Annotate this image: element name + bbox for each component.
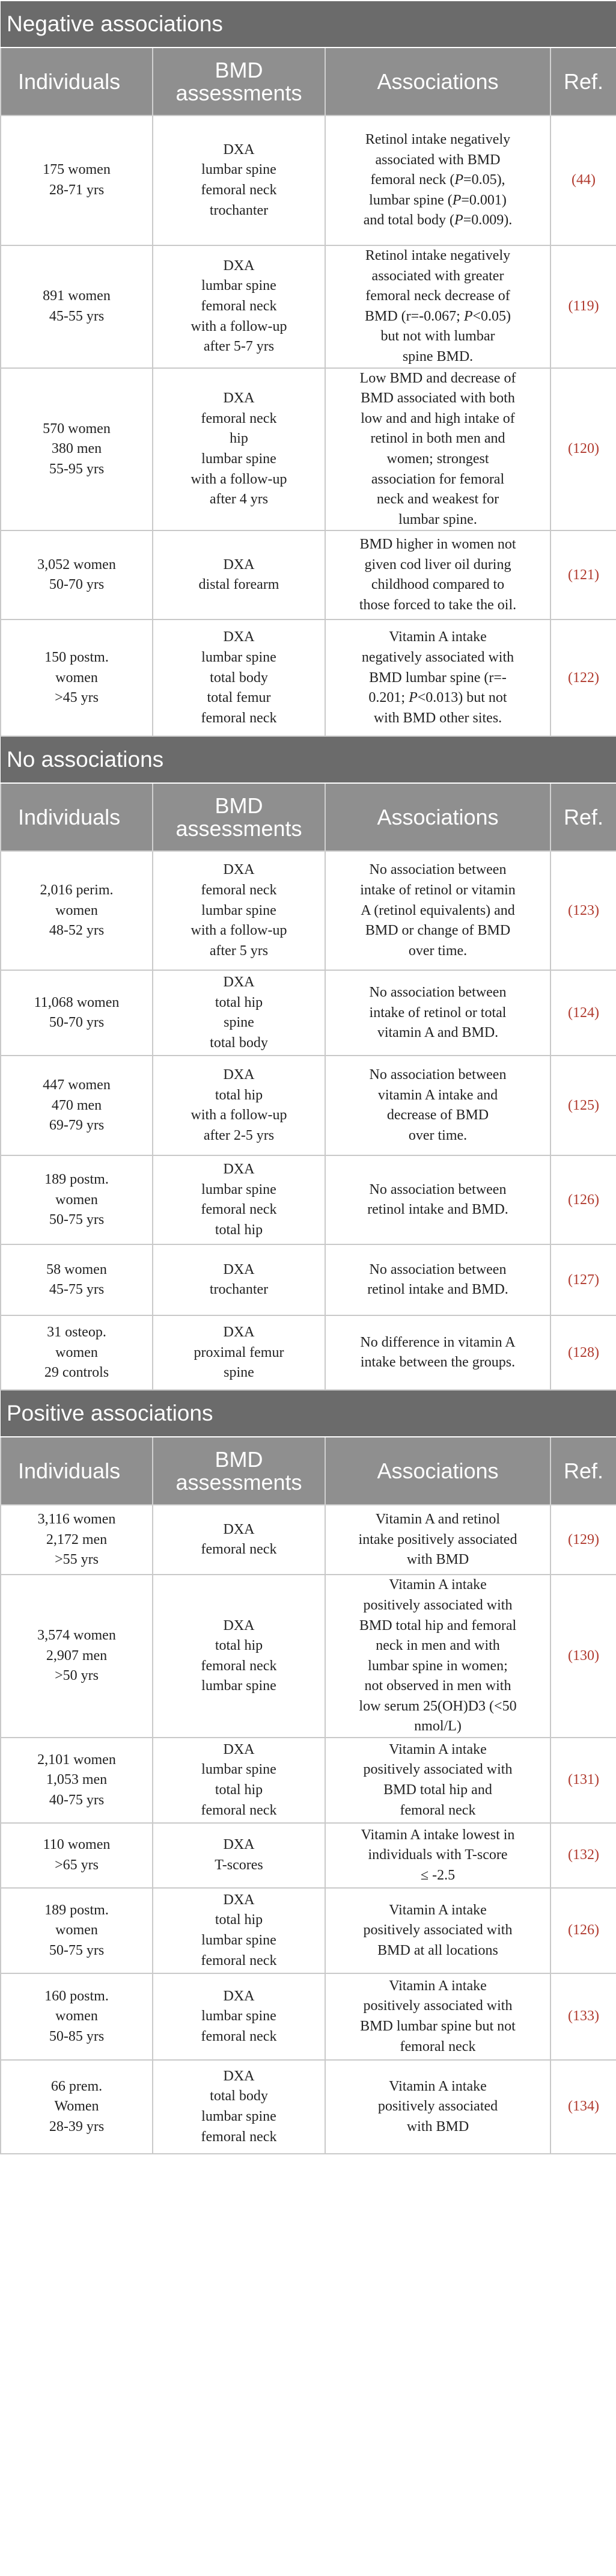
- cell-text: Low BMD and decrease of BMD associated with both low and and high intake of retinol in both men and women; strongest association for femoral neck and weakest for lumbar spine.: [359, 370, 516, 527]
- cell-text: Vitamin A intake positively associated with BMD total hip and femoral neck: [363, 1741, 513, 1818]
- cell-text: 11,068 women 50-70 yrs: [34, 994, 120, 1031]
- individuals-cell: [1, 1823, 153, 1888]
- individuals-cell: [1, 368, 153, 531]
- cell-text: No association between intake of retinol or vitamin A (retinol equivalents) and BMD or change of BMD over time.: [360, 862, 516, 959]
- header-label: Associations: [377, 69, 499, 94]
- cell-text: Vitamin A and retinol intake positively associated with BMD: [358, 1511, 517, 1568]
- individuals-cell: [1, 1888, 153, 1973]
- table-row: [1, 1888, 616, 1973]
- header-individuals: [1, 48, 153, 115]
- reference-link[interactable]: (126): [568, 1191, 600, 1208]
- reference-cell[interactable]: [550, 1315, 616, 1390]
- bmd-assessment-cell: [153, 851, 325, 970]
- cell-text: 110 women >65 yrs: [43, 1837, 111, 1874]
- individuals-cell: [1, 1056, 153, 1155]
- reference-link[interactable]: (127): [568, 1271, 600, 1288]
- cell-text: DXA total hip with a follow-up after 2-5 yrs: [191, 1067, 287, 1143]
- bmd-assessment-cell: [153, 1155, 325, 1244]
- reference-link[interactable]: (126): [568, 1922, 600, 1938]
- reference-link[interactable]: (119): [568, 298, 599, 314]
- reference-cell[interactable]: [550, 1575, 616, 1738]
- individuals-cell: [1, 245, 153, 368]
- cell-text: 189 postm. women 50-75 yrs: [44, 1171, 109, 1228]
- table-row: [1, 2060, 616, 2154]
- associations-cell: [325, 2060, 550, 2154]
- section-row: [1, 1, 616, 48]
- individuals-cell: [1, 530, 153, 619]
- column-header-row: [1, 48, 616, 115]
- cell-text: 160 postm. women 50-85 yrs: [44, 1988, 109, 2044]
- reference-cell[interactable]: [550, 851, 616, 970]
- cell-text: 175 women 28-71 yrs: [43, 162, 111, 198]
- bmd-assessment-cell: [153, 530, 325, 619]
- cell-text: DXA total hip lumbar spine femoral neck: [201, 1892, 277, 1969]
- cell-text: DXA lumbar spine total body total femur femoral neck: [201, 629, 277, 726]
- bmd-assessment-cell: [153, 115, 325, 245]
- header-individuals: [1, 1437, 153, 1505]
- cell-text: DXA lumbar spine femoral neck total hip: [201, 1161, 277, 1238]
- associations-cell: [325, 1738, 550, 1823]
- table-body: [1, 1, 616, 2154]
- section-title: No associations: [1, 736, 616, 783]
- reference-cell[interactable]: [550, 970, 616, 1056]
- header-ref: [550, 48, 616, 115]
- individuals-cell: [1, 851, 153, 970]
- header-bmd-assessments: [153, 1437, 325, 1505]
- cell-text: DXA T-scores: [215, 1837, 263, 1874]
- table-row: [1, 1244, 616, 1315]
- section-title: Negative associations: [1, 1, 616, 48]
- cell-text: Retinol intake negatively associated with greater femoral neck decrease of BMD (r=-0.067; P<0.05) but not with lumbar spine BMD.: [364, 248, 511, 364]
- table-row: [1, 1738, 616, 1823]
- header-associations: [325, 48, 550, 115]
- reference-link[interactable]: (131): [568, 1772, 600, 1788]
- header-bmd-assessments: [153, 783, 325, 851]
- header-label: Ref.: [564, 804, 604, 829]
- associations-cell: [325, 1575, 550, 1738]
- header-label: BMD assessments: [175, 793, 302, 841]
- reference-cell[interactable]: [550, 115, 616, 245]
- reference-link[interactable]: (128): [568, 1344, 600, 1360]
- bmd-assessment-cell: [153, 970, 325, 1056]
- cell-text: Vitamin A intake lowest in individuals with T-score ≤ -2.5: [361, 1827, 515, 1883]
- reference-cell[interactable]: [550, 1505, 616, 1575]
- reference-cell[interactable]: [550, 1155, 616, 1244]
- cell-text: 891 women 45-55 yrs: [43, 288, 111, 324]
- associations-cell: [325, 851, 550, 970]
- table-row: [1, 1155, 616, 1244]
- associations-cell: [325, 1244, 550, 1315]
- associations-cell: [325, 619, 550, 736]
- reference-link[interactable]: (132): [568, 1847, 600, 1863]
- header-ref: [550, 783, 616, 851]
- individuals-cell: [1, 1738, 153, 1823]
- reference-cell[interactable]: [550, 2060, 616, 2154]
- bmd-assessment-cell: [153, 1888, 325, 1973]
- individuals-cell: [1, 619, 153, 736]
- reference-cell[interactable]: [550, 368, 616, 531]
- cell-text: DXA femoral neck: [201, 1521, 277, 1558]
- associations-cell: [325, 1505, 550, 1575]
- bmd-assessment-cell: [153, 1823, 325, 1888]
- section-title: Positive associations: [1, 1390, 616, 1437]
- individuals-cell: [1, 1155, 153, 1244]
- reference-cell[interactable]: [550, 245, 616, 368]
- associations-cell: [325, 115, 550, 245]
- reference-cell[interactable]: [550, 530, 616, 619]
- associations-cell: [325, 1888, 550, 1973]
- cell-text: DXA distal forearm: [198, 556, 279, 593]
- header-ref: [550, 1437, 616, 1505]
- table-row: [1, 1505, 616, 1575]
- cell-text: DXA femoral neck lumbar spine with a follow-up after 5 yrs: [191, 862, 287, 959]
- header-individuals: [1, 783, 153, 851]
- associations-cell: [325, 245, 550, 368]
- cell-text: 189 postm. women 50-75 yrs: [44, 1902, 109, 1958]
- individuals-cell: [1, 1575, 153, 1738]
- reference-cell[interactable]: [550, 1738, 616, 1823]
- cell-text: DXA lumbar spine femoral neck with a follow-up after 5-7 yrs: [191, 257, 287, 355]
- reference-link[interactable]: (120): [568, 441, 600, 457]
- cell-text: 3,574 women 2,907 men >50 yrs: [37, 1628, 116, 1684]
- associations-cell: [325, 1056, 550, 1155]
- table-row: [1, 851, 616, 970]
- table-row: [1, 1315, 616, 1390]
- bmd-assessment-cell: [153, 245, 325, 368]
- cell-text: 2,101 women 1,053 men 40-75 yrs: [37, 1751, 116, 1808]
- cell-text: BMD higher in women not given cod liver oil during childhood compared to those forced to take the oil.: [359, 536, 517, 613]
- cell-text: DXA lumbar spine femoral neck trochanter: [201, 141, 277, 218]
- cell-text: 570 women 380 men 55-95 yrs: [43, 420, 111, 477]
- header-associations: [325, 1437, 550, 1505]
- cell-text: No association between retinol intake and BMD.: [367, 1261, 508, 1298]
- reference-link[interactable]: (121): [568, 567, 600, 583]
- reference-link[interactable]: (124): [568, 1004, 600, 1021]
- cell-text: Retinol intake negatively associated with BMD femoral neck (P=0.05), lumbar spine (P=0.001) and total body (P=0.009).: [363, 132, 513, 229]
- individuals-cell: [1, 1973, 153, 2060]
- header-label: Individuals: [18, 804, 121, 829]
- cell-text: DXA trochanter: [209, 1261, 269, 1298]
- bmd-assessment-cell: [153, 368, 325, 531]
- bmd-assessment-cell: [153, 2060, 325, 2154]
- cell-text: DXA total hip spine total body: [210, 974, 268, 1051]
- individuals-cell: [1, 1244, 153, 1315]
- reference-link[interactable]: (123): [568, 902, 600, 918]
- cell-text: No difference in vitamin A intake between the groups.: [360, 1334, 516, 1371]
- reference-cell[interactable]: [550, 1823, 616, 1888]
- cell-text: 150 postm. women >45 yrs: [44, 649, 109, 706]
- table-row: [1, 530, 616, 619]
- individuals-cell: [1, 115, 153, 245]
- bmd-assessment-cell: [153, 1244, 325, 1315]
- reference-link[interactable]: (133): [568, 2008, 600, 2024]
- associations-cell: [325, 1315, 550, 1390]
- table-row: [1, 1823, 616, 1888]
- header-label: Individuals: [18, 69, 121, 94]
- cell-text: No association between retinol intake and BMD.: [367, 1181, 508, 1218]
- bmd-assessment-cell: [153, 1973, 325, 2060]
- header-label: Ref.: [564, 69, 604, 94]
- reference-cell[interactable]: [550, 1244, 616, 1315]
- table-row: [1, 1575, 616, 1738]
- table-row: [1, 115, 616, 245]
- table-row: [1, 619, 616, 736]
- reference-link[interactable]: (44): [572, 172, 596, 188]
- associations-cell: [325, 970, 550, 1056]
- reference-cell[interactable]: [550, 1973, 616, 2060]
- individuals-cell: [1, 1315, 153, 1390]
- bmd-assessment-cell: [153, 1505, 325, 1575]
- reference-link[interactable]: (125): [568, 1097, 600, 1113]
- associations-cell: [325, 1973, 550, 2060]
- cell-text: Vitamin A intake positively associated with BMD: [377, 2078, 498, 2135]
- column-header-row: [1, 783, 616, 851]
- reference-cell[interactable]: [550, 619, 616, 736]
- reference-link[interactable]: (122): [568, 669, 600, 686]
- cell-text: DXA lumbar spine total hip femoral neck: [201, 1741, 277, 1818]
- associations-cell: [325, 1823, 550, 1888]
- cell-text: DXA femoral neck hip lumbar spine with a follow-up after 4 yrs: [191, 390, 287, 508]
- table-row: [1, 1973, 616, 2060]
- bmd-assessment-cell: [153, 619, 325, 736]
- reference-cell[interactable]: [550, 1888, 616, 1973]
- cell-text: 3,052 women 50-70 yrs: [37, 556, 116, 593]
- table-row: [1, 245, 616, 368]
- cell-text: Vitamin A intake positively associated with BMD at all locations: [363, 1902, 513, 1958]
- reference-cell[interactable]: [550, 1056, 616, 1155]
- cell-text: 58 women 45-75 yrs: [46, 1261, 107, 1298]
- header-label: Individuals: [18, 1458, 121, 1483]
- cell-text: 2,016 perim. women 48-52 yrs: [40, 882, 114, 939]
- section-row: [1, 1390, 616, 1437]
- cell-text: 447 women 470 men 69-79 yrs: [43, 1077, 111, 1134]
- cell-text: DXA total body lumbar spine femoral neck: [201, 2068, 277, 2145]
- cell-text: No association between vitamin A intake and decrease of BMD over time.: [369, 1067, 507, 1143]
- column-header-row: [1, 1437, 616, 1505]
- cell-text: Vitamin A intake positively associated with BMD lumbar spine but not femoral neck: [360, 1978, 516, 2055]
- reference-link[interactable]: (130): [568, 1647, 600, 1664]
- table-row: [1, 1056, 616, 1155]
- cell-text: DXA total hip femoral neck lumbar spine: [201, 1617, 277, 1694]
- reference-link[interactable]: (134): [568, 2098, 600, 2115]
- associations-cell: [325, 530, 550, 619]
- cell-text: DXA proximal femur spine: [194, 1324, 284, 1381]
- table-row: [1, 970, 616, 1056]
- associations-cell: [325, 368, 550, 531]
- cell-text: Vitamin A intake negatively associated with BMD lumbar spine (r=- 0.201; P<0.013) but not with BMD other sites.: [361, 629, 514, 726]
- header-label: Associations: [377, 804, 499, 829]
- header-associations: [325, 783, 550, 851]
- cell-text: 3,116 women 2,172 men >55 yrs: [37, 1511, 116, 1568]
- reference-link[interactable]: (129): [568, 1531, 600, 1548]
- individuals-cell: [1, 970, 153, 1056]
- section-row: [1, 736, 616, 783]
- individuals-cell: [1, 1505, 153, 1575]
- bmd-assessment-cell: [153, 1315, 325, 1390]
- header-bmd-assessments: [153, 48, 325, 115]
- individuals-cell: [1, 2060, 153, 2154]
- associations-cell: [325, 1155, 550, 1244]
- cell-text: 66 prem. Women 28-39 yrs: [49, 2078, 105, 2135]
- cell-text: No association between intake of retinol or total vitamin A and BMD.: [369, 984, 507, 1041]
- cell-text: DXA lumbar spine femoral neck: [201, 1988, 277, 2044]
- cell-text: Vitamin A intake positively associated with BMD total hip and femoral neck in men and with lumbar spine in women; not observed in men with low serum 25(OH)D3 (<50 nmol/L): [359, 1577, 517, 1735]
- cell-text: 31 osteop. women 29 controls: [44, 1324, 109, 1381]
- header-label: BMD assessments: [175, 57, 302, 105]
- table-row: [1, 368, 616, 531]
- bmd-assessment-cell: [153, 1056, 325, 1155]
- bmd-assessment-cell: [153, 1575, 325, 1738]
- bmd-assessment-cell: [153, 1738, 325, 1823]
- header-label: Associations: [377, 1458, 499, 1483]
- header-label: Ref.: [564, 1458, 604, 1483]
- header-label: BMD assessments: [175, 1447, 302, 1495]
